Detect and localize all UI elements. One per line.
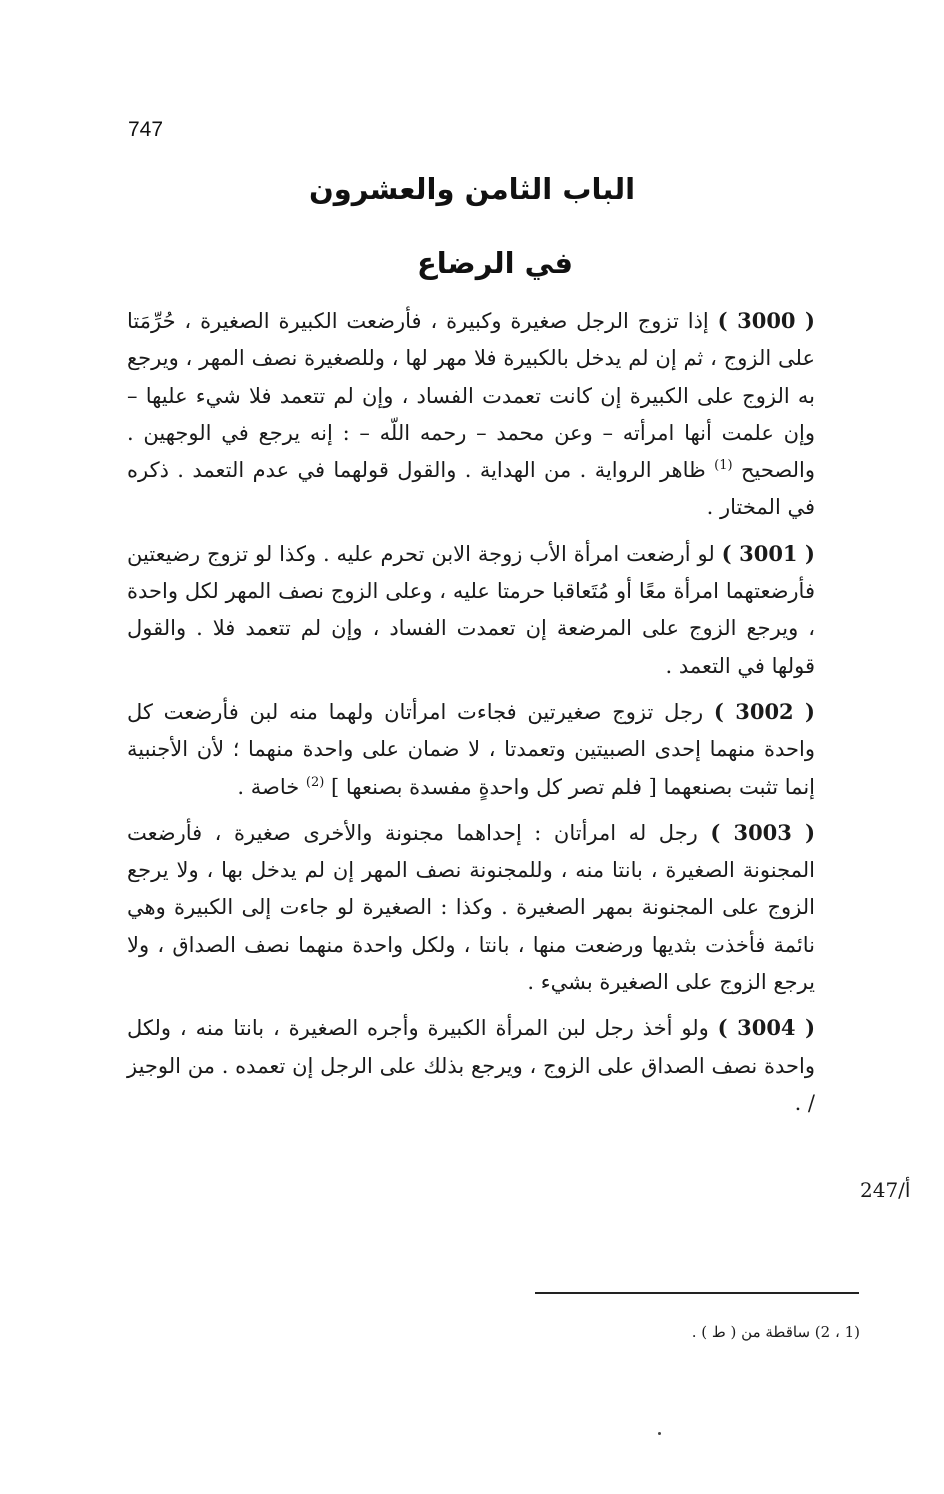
paragraph-text: إذا تزوج الرجل صغيرة وكبيرة ، فأرضعت الكبيرة الصغيرة ، حُرِّمَتا على الزوج ، ثم إن لم يدخل بالكبيرة فلا مهر لها ، وللصغيرة نصف المهر ، ويرجع به الزوج على الكبيرة إن كانت تعمدت الفساد ، وإن لم تتعمد فلا شيء عليها – وإن علمت أنها امرأته – وعن محمد – رحمه اللّه – : إنه يرجع في الوجهين . والصحيح [127, 309, 815, 483]
paragraph-text: ظاهر الرواية . من الهداية . والقول قولهما في عدم التعمد . ذكره في المختار . [127, 458, 815, 520]
footnote-divider [535, 1292, 859, 1294]
paragraph-text: رجل له امرأتان : إحداهما مجنونة والأخرى صغيرة ، فأرضعت المجنونة الصغيرة ، بانتا منه ، وللمجنونة نصف المهر إن لم يدخل بها ، ولا يرجع الزوج على المجنونة بمهر الصغيرة . وكذا : الصغيرة لو جاءت إلى الكبيرة وهي نائمة فأخذت بثديها ورضعت منها ، بانتا ، ولكل واحدة منهما نصف الصداق ، ولا يرجع الزوج على الصغيرة بشيء . [127, 820, 815, 995]
paragraph-3003 [127, 814, 815, 1001]
paragraph-text: لو أرضعت امرأة الأب زوجة الابن تحرم عليه . وكذا لو تزوج رضيعتين فأرضعتهما امرأة معًا أو مُتَعاقبا حرمتا عليه ، وعلى الزوج نصف المهر لكل واحدة ، ويرجع الزوج على المرضعة إن تعمدت الفساد ، وإن لم تتعمد فلا . والقول قولها في التعمد . [127, 541, 815, 678]
footnote-marker: (2) [305, 774, 325, 790]
footnote: (1 ، 2) ساقطة من ( ط ) . [691, 1323, 860, 1341]
chapter-title: الباب الثامن والعشرون [308, 172, 636, 206]
paragraph-number: ( 3000 ) [717, 308, 815, 333]
paragraph-3004 [127, 1009, 815, 1122]
paragraph-number: ( 3001 ) [721, 540, 815, 566]
main-text [127, 302, 815, 1130]
paragraph-number: ( 3004 ) [717, 1015, 815, 1041]
paragraph-number: ( 3003 ) [710, 819, 816, 845]
paragraph-text: ولو أخذ رجل لبن المرأة الكبيرة وأجره الصغيرة ، بانتا منه ، ولكل واحدة نصف الصداق على الزوج ، ويرجع بذلك على الرجل إن تعمده . من الوجيز / . [127, 1016, 815, 1115]
paragraph-3002 [127, 693, 815, 806]
manuscript-folio-reference: 247/أ [860, 1178, 911, 1202]
paragraph-text: خاصة . [237, 774, 300, 799]
page-number: 747 [128, 118, 164, 141]
paragraph-text: رجل تزوج صغيرتين فجاءت امرأتان ولهما منه لبن فأرضعت كل واحدة منهما إحدى الصبيتين وتعمدتا ، لا ضمان على واحدة منهما ؛ لأن الأجنبية إنما تثبت بصنعهما [ فلم تصر كل واحدةٍ مفسدة بصنعها ] [127, 699, 815, 799]
paragraph-number: ( 3002 ) [713, 698, 815, 724]
footnote-marker: (1) [714, 458, 733, 474]
paragraph-3000 [127, 302, 815, 527]
paragraph-3001 [127, 535, 815, 685]
scan-speck [658, 1432, 661, 1435]
chapter-subtitle: في الرضاع [416, 246, 574, 280]
